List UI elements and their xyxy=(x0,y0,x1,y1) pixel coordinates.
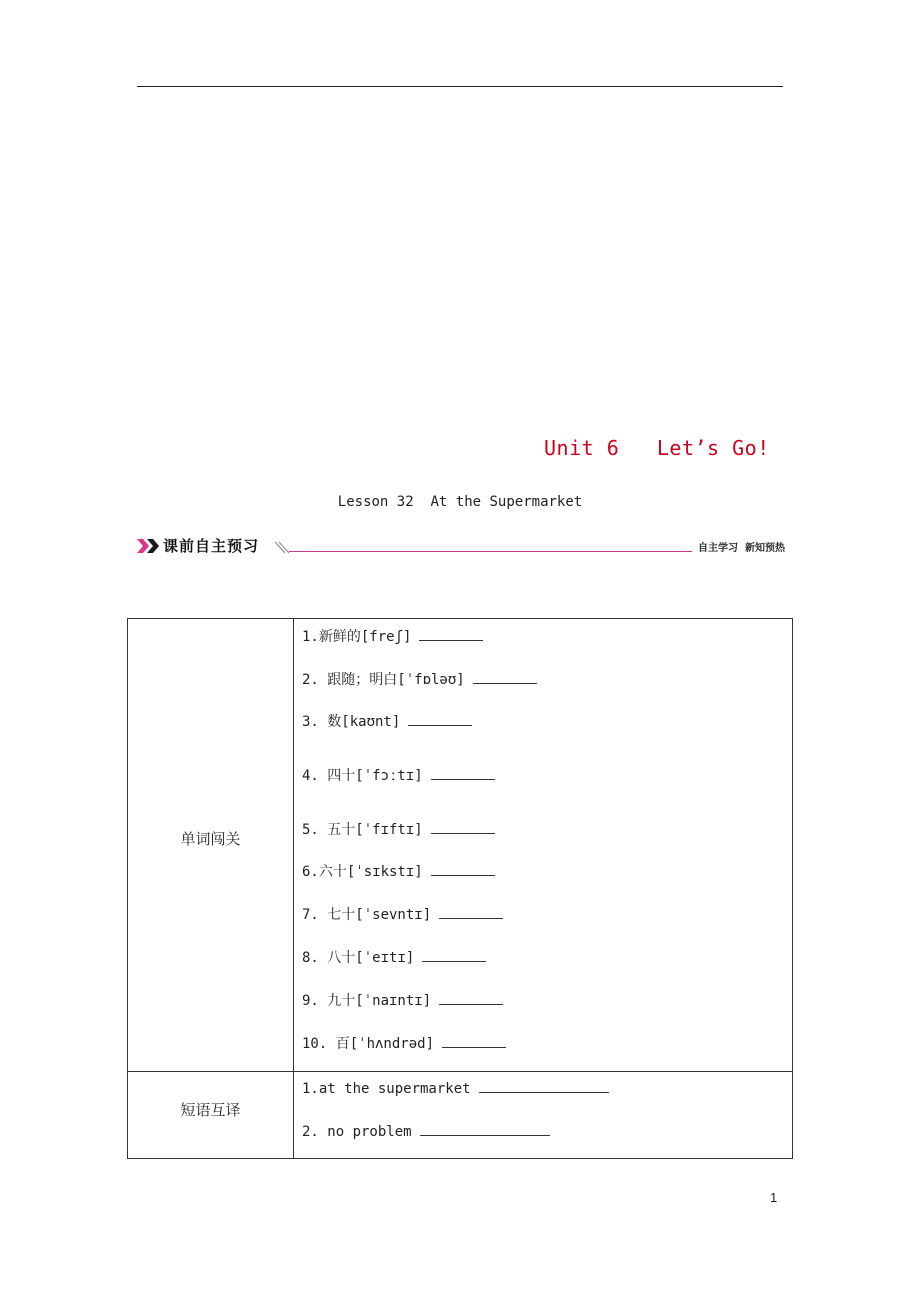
section-header xyxy=(137,535,785,559)
lesson-title: Lesson 32 At the Supermarket xyxy=(337,494,583,510)
phrase-item: 2. no problem xyxy=(302,1121,550,1140)
table-row-divider xyxy=(128,1071,792,1072)
header-rule xyxy=(137,86,783,87)
answer-blank[interactable] xyxy=(408,711,472,726)
vocab-item: 9. 九十[ˈnaɪntɪ] xyxy=(302,990,503,1010)
answer-blank[interactable] xyxy=(431,765,495,780)
vocab-item: 4. 四十[ˈfɔːtɪ] xyxy=(302,765,495,785)
answer-blank[interactable] xyxy=(479,1078,609,1093)
vocab-item: 8. 八十[ˈeɪtɪ] xyxy=(302,947,486,967)
double-chevron-icon xyxy=(137,539,161,553)
phrase-row-label: 短语互译 xyxy=(180,1101,241,1119)
vocab-item: 10. 百[ˈhʌndrəd] xyxy=(302,1033,506,1053)
answer-blank[interactable] xyxy=(431,861,495,876)
answer-blank[interactable] xyxy=(439,990,503,1005)
answer-blank[interactable] xyxy=(439,904,503,919)
table-column-divider xyxy=(293,619,294,1158)
section-label: 课前自主预习 xyxy=(163,537,260,555)
vocab-item: 5. 五十[ˈfɪftɪ] xyxy=(302,819,495,839)
vocab-item: 6.六十[ˈsɪkstɪ] xyxy=(302,861,495,881)
answer-blank[interactable] xyxy=(422,947,486,962)
vocab-item: 7. 七十[ˈsevntɪ] xyxy=(302,904,503,924)
section-tag: 自主学习 新知预热 xyxy=(692,539,785,554)
unit-title: Unit 6 Let’s Go! xyxy=(544,436,770,460)
phrase-item: 1.at the supermarket xyxy=(302,1078,609,1097)
vocab-item: 1.新鲜的[freʃ] xyxy=(302,626,483,646)
answer-blank[interactable] xyxy=(419,626,483,641)
answer-blank[interactable] xyxy=(420,1121,550,1136)
answer-blank[interactable] xyxy=(431,819,495,834)
answer-blank[interactable] xyxy=(473,669,537,684)
answer-blank[interactable] xyxy=(442,1033,506,1048)
vocab-item: 2. 跟随；明白[ˈfɒləʊ] xyxy=(302,669,537,689)
vocab-row-label: 单词闯关 xyxy=(180,830,241,848)
page-number: 1 xyxy=(770,1190,778,1205)
exercise-table xyxy=(127,618,793,1159)
vocab-item: 3. 数[kaʊnt] xyxy=(302,711,472,731)
